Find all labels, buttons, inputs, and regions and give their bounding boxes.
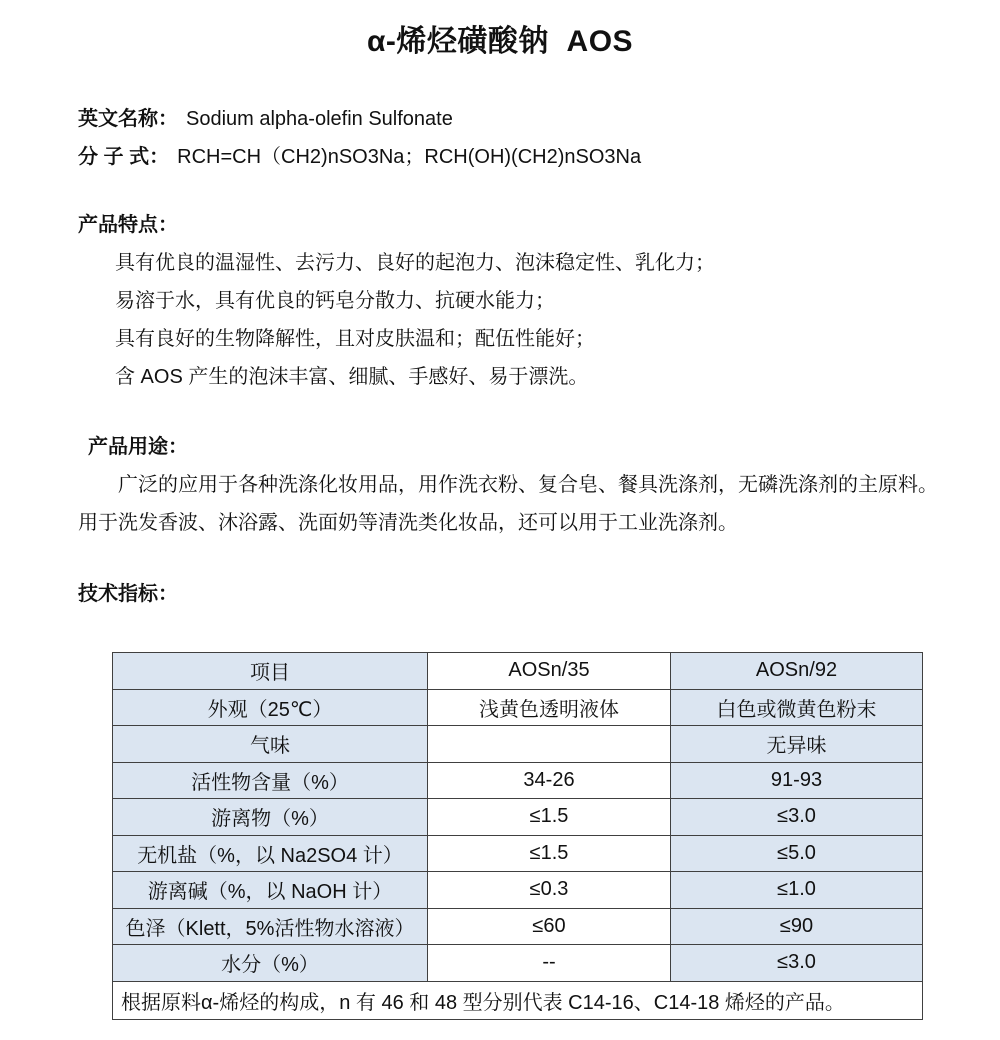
- table-cell: 无异味: [671, 726, 923, 763]
- english-name-label: 英文名称：: [78, 108, 178, 130]
- table-row: [113, 945, 923, 982]
- table-cell: ≤3.0: [671, 945, 923, 982]
- table-header-row: [113, 653, 923, 690]
- table-header-aosn92: AOSn/92: [671, 653, 923, 690]
- table-cell: 浅黄色透明液体: [428, 689, 671, 726]
- table-cell: ≤60: [428, 908, 671, 945]
- table-cell: 游离物（%）: [113, 799, 428, 836]
- feature-item: 含 AOS 产生的泡沫丰富、细腻、手感好、易于漂洗。: [115, 366, 589, 388]
- table-row: [113, 835, 923, 872]
- formula-value: RCH=CH（CH2)nSO3Na；RCH(OH)(CH2)nSO3Na: [177, 146, 642, 168]
- feature-item: 易溶于水，具有优良的钙皂分散力、抗硬水能力；: [115, 290, 555, 312]
- table-header-item: 项目: [113, 653, 428, 690]
- table-row: [113, 689, 923, 726]
- document-content: [0, 100, 1000, 1020]
- table-cell: ≤0.3: [428, 872, 671, 909]
- page-title: α-烯烃磺酸钠 AOS: [366, 25, 634, 58]
- english-name-value: Sodium alpha-olefin Sulfonate: [186, 108, 453, 130]
- table-cell: 无机盐（%，以 Na2SO4 计）: [113, 835, 428, 872]
- table-row: [113, 726, 923, 763]
- formula-label: 分 子 式：: [78, 146, 170, 168]
- table-cell: 34-26: [428, 762, 671, 799]
- table-cell: ≤3.0: [671, 799, 923, 836]
- table-row: [113, 799, 923, 836]
- table-row: [113, 762, 923, 799]
- table-cell: 外观（25℃）: [113, 689, 428, 726]
- features-list: [78, 244, 940, 396]
- table-cell: --: [428, 945, 671, 982]
- formula-line: [78, 138, 940, 176]
- table-footnote: 根据原料α-烯烃的构成，n 有 46 和 48 型分别代表 C14-16、C14-18 烯烃的产品。: [113, 981, 923, 1019]
- table-cell: ≤90: [671, 908, 923, 945]
- uses-paragraph-line: 用于洗发香波、沐浴露、洗面奶等清洗类化妆品，还可以用于工业洗涤剂。: [78, 512, 738, 534]
- table-cell: ≤1.5: [428, 835, 671, 872]
- uses-paragraph-line: 广泛的应用于各种洗涤化妆用品，用作洗衣粉、复合皂、餐具洗涤剂，无磷洗涤剂的主原料。: [118, 474, 938, 496]
- specs-heading: 技术指标：: [78, 583, 178, 605]
- table-cell: 91-93: [671, 762, 923, 799]
- table-row: [113, 908, 923, 945]
- table-header-aosn35: AOSn/35: [428, 653, 671, 690]
- table-cell: 游离碱（%，以 NaOH 计）: [113, 872, 428, 909]
- table-cell: ≤1.0: [671, 872, 923, 909]
- table-cell: ≤5.0: [671, 835, 923, 872]
- uses-paragraph: [78, 466, 940, 542]
- table-row: [113, 872, 923, 909]
- table-cell: [428, 726, 671, 763]
- table-cell: 水分（%）: [113, 945, 428, 982]
- table-cell: ≤1.5: [428, 799, 671, 836]
- table-cell: 气味: [113, 726, 428, 763]
- specs-table: [112, 652, 923, 1020]
- table-footnote-row: [113, 981, 923, 1019]
- table-cell: 活性物含量（%）: [113, 762, 428, 799]
- feature-item: 具有优良的温湿性、去污力、良好的起泡力、泡沫稳定性、乳化力；: [115, 252, 715, 274]
- english-name-line: [78, 100, 940, 138]
- basic-info-block: [78, 100, 940, 176]
- features-heading: 产品特点：: [78, 214, 178, 236]
- table-cell: 色泽（Klett，5%活性物水溶液）: [113, 908, 428, 945]
- table-cell: 白色或微黄色粉末: [671, 689, 923, 726]
- feature-item: 具有良好的生物降解性，且对皮肤温和；配伍性能好；: [115, 328, 595, 350]
- uses-heading: 产品用途：: [88, 436, 188, 458]
